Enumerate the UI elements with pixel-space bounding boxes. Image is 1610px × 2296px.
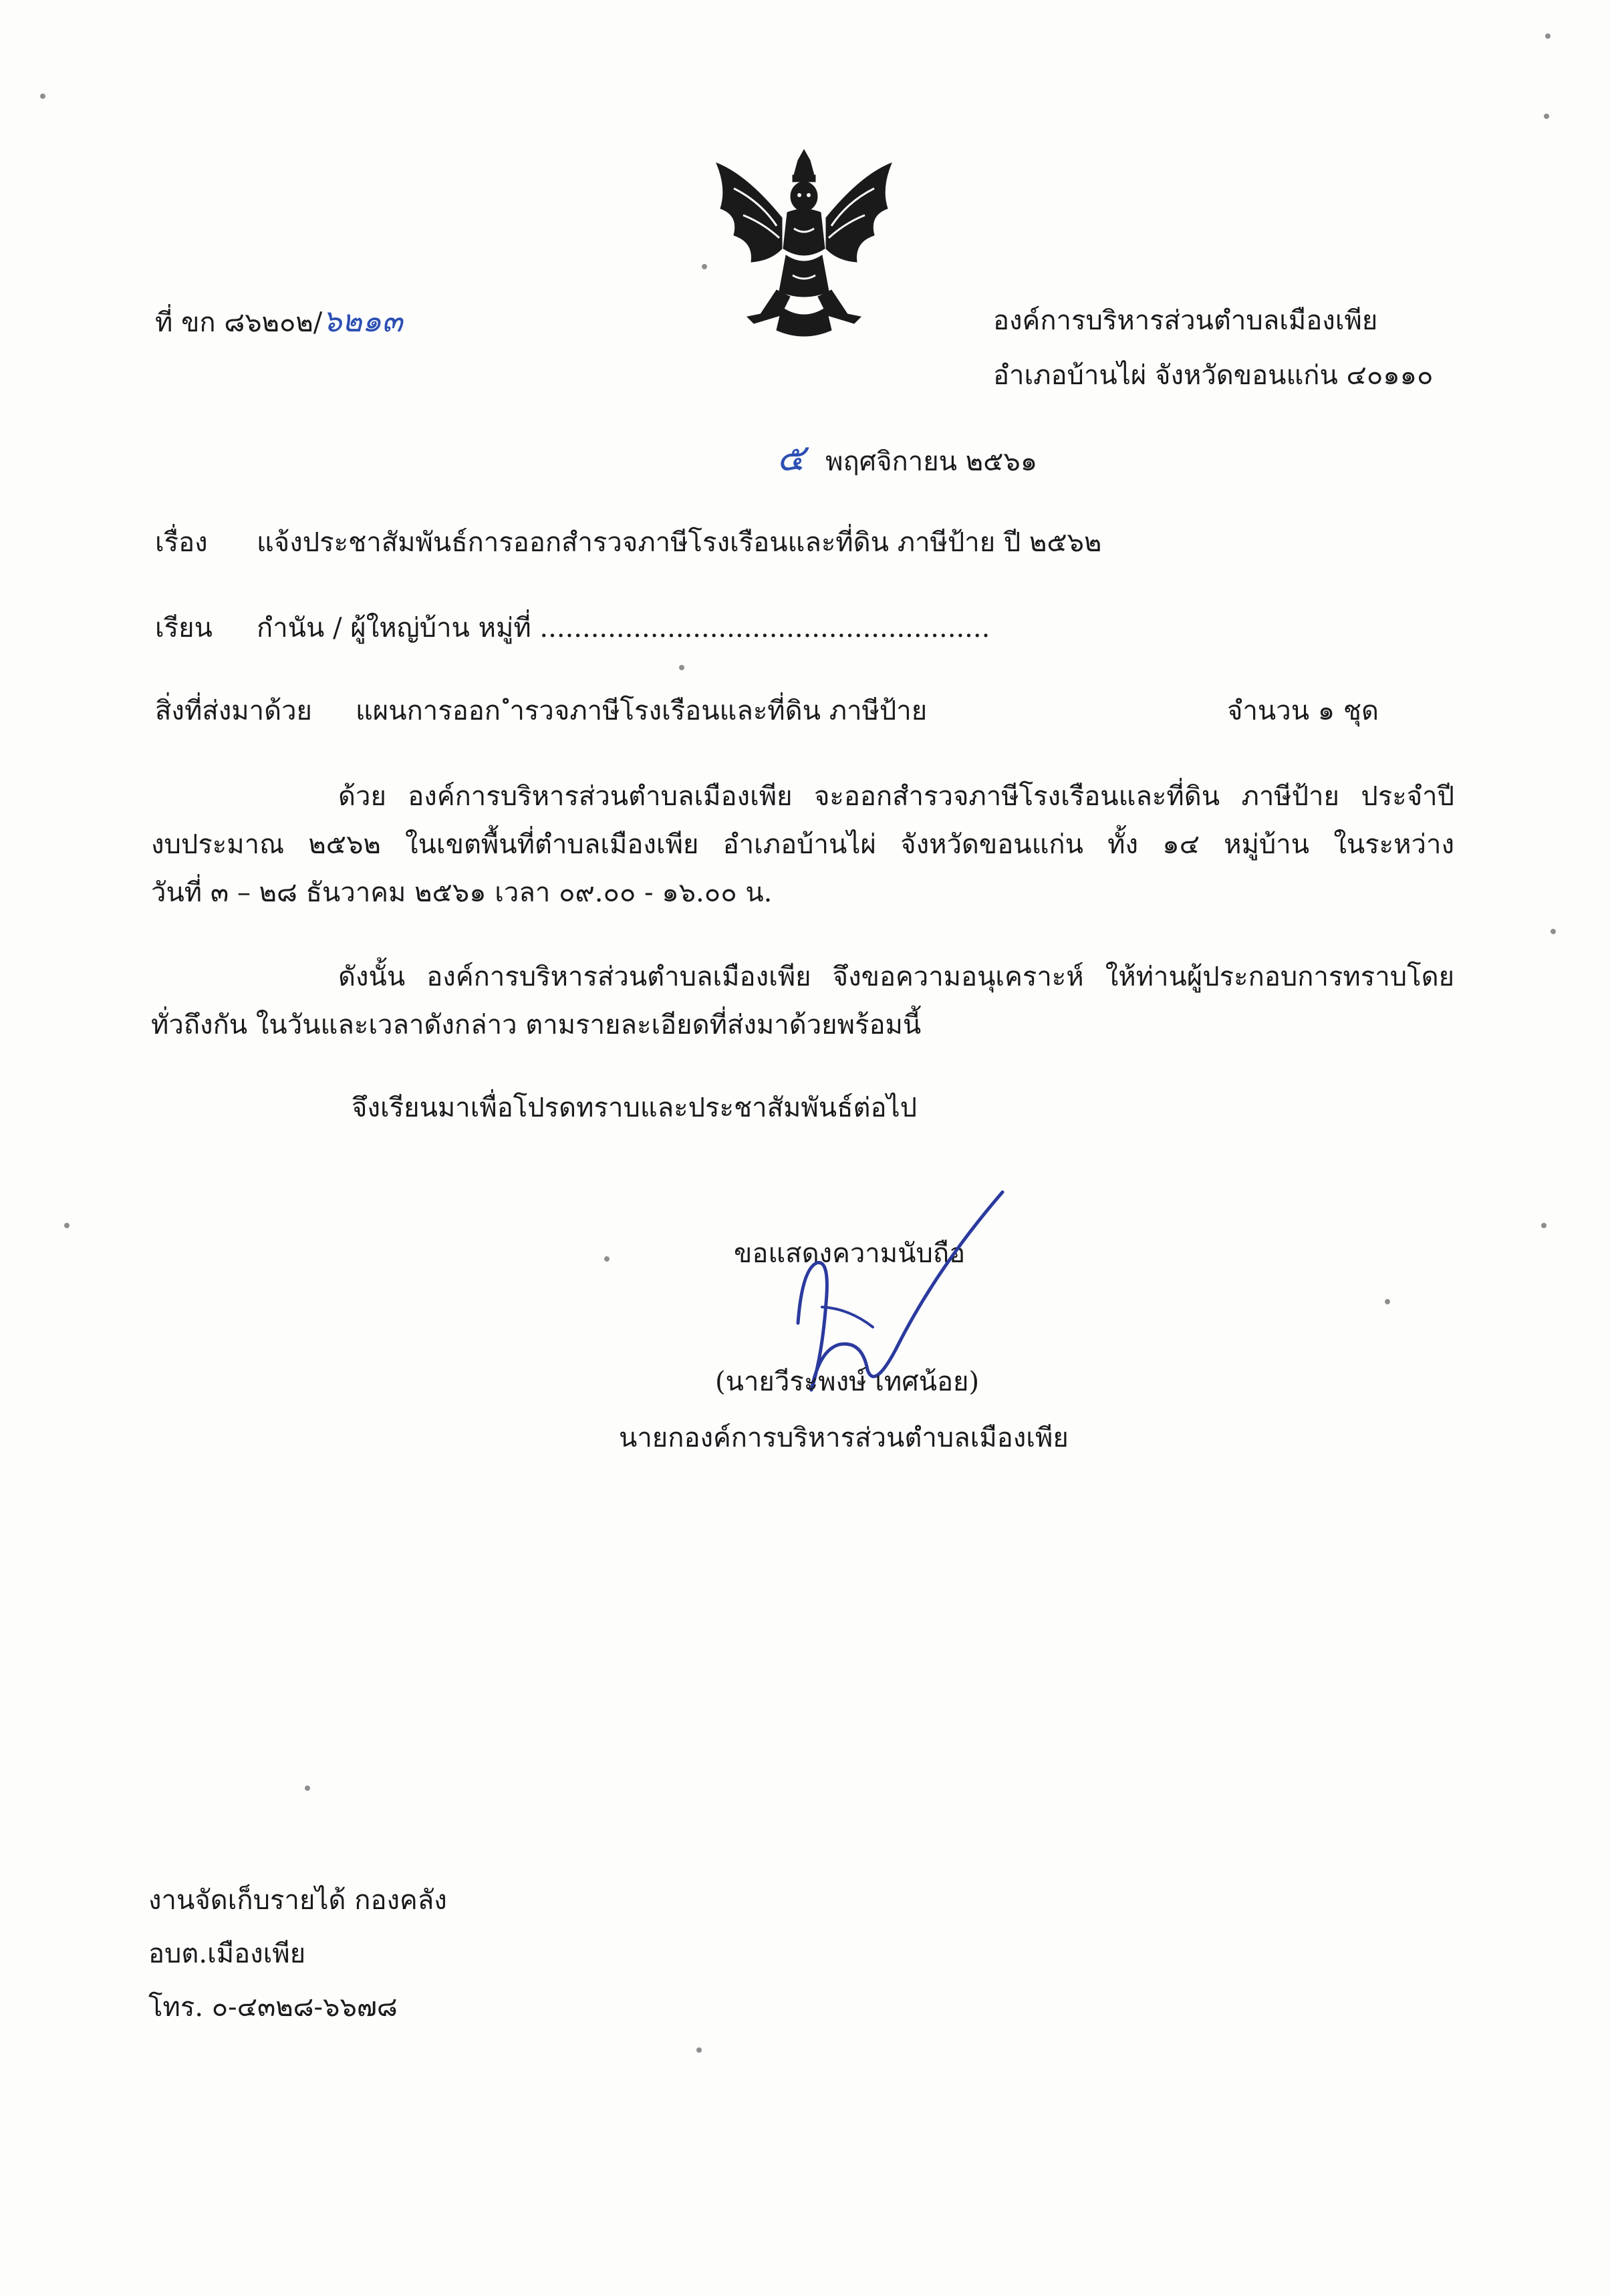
reference-handwritten: ๖๒๑๓	[322, 303, 403, 339]
body-paragraph-1-line-3: วันที่ ๓ – ๒๘ ธันวาคม ๒๕๖๑ เวลา ๐๙.๐๐ - ๑๖.๐๐ น.	[151, 877, 773, 908]
body-paragraph-2-line-1: ดังนั้น องค์การบริหารส่วนตำบลเมืองเพีย จึงขอความอนุเคราะห์ ให้ท่านผู้ประกอบการทราบโดย	[338, 962, 1454, 992]
recipient-text: กำนัน / ผู้ใหญ่บ้าน หมู่ที่ .....................................................	[257, 613, 990, 643]
footer-phone: โทร. ๐-๔๓๒๘-๖๖๗๘	[148, 1992, 398, 2023]
body-paragraph-1-line-2: งบประมาณ ๒๕๖๒ ในเขตพื้นที่ตำบลเมืองเพีย อำเภอบ้านไผ่ จังหวัดขอนแก่น ทั้ง ๑๔ หมู่บ้าน ในระหว่าง	[151, 829, 1454, 860]
org-address: อำเภอบ้านไผ่ จังหวัดขอนแก่น ๔๐๑๑๐	[993, 360, 1434, 391]
subject-label: เรื่อง	[155, 527, 208, 558]
signatory-name: (นายวีระพงษ์ เทศน้อย)	[715, 1367, 980, 1397]
enclosure-text: แผนการออก ำรวจภาษีโรงเรือนและที่ดิน ภาษีป้าย	[356, 696, 928, 726]
signatory-position: นายกองค์การบริหารส่วนตำบลเมืองเพีย	[619, 1423, 1069, 1453]
reference-number: ที่ ขก ๘๖๒๐๒/	[155, 307, 323, 338]
scan-speck	[1544, 114, 1549, 119]
date-month-year: พฤศจิกายน ๒๕๖๑	[825, 446, 1038, 477]
enclosure-quantity: จำนวน ๑ ชุด	[1227, 696, 1379, 726]
scan-speck	[1541, 1223, 1547, 1228]
scan-speck	[305, 1785, 310, 1791]
body-paragraph-2-line-2: ทั่วถึงกัน ในวันและเวลาดังกล่าว ตามรายละเอียดที่ส่งมาด้วยพร้อมนี้	[151, 1010, 922, 1040]
enclosure-label: สิ่งที่ส่งมาด้วย	[155, 696, 312, 726]
date-day-handwritten: ๕	[777, 436, 805, 480]
scan-speck	[679, 665, 684, 670]
scan-speck	[1551, 929, 1556, 934]
body-paragraph-1-line-1: ด้วย องค์การบริหารส่วนตำบลเมืองเพีย จะออกสำรวจภาษีโรงเรือนและที่ดิน ภาษีป้าย ประจำปี	[338, 781, 1454, 812]
subject-text: แจ้งประชาสัมพันธ์การออกสำรวจภาษีโรงเรือนและที่ดิน ภาษีป้าย ปี ๒๕๖๒	[257, 527, 1102, 558]
footer-department: งานจัดเก็บรายได้ กองคลัง	[148, 1885, 447, 1916]
org-name: องค์การบริหารส่วนตำบลเมืองเพีย	[993, 305, 1378, 336]
recipient-label: เรียน	[155, 613, 213, 643]
scan-speck	[1385, 1299, 1390, 1304]
scan-speck	[702, 264, 707, 269]
scan-speck	[1545, 33, 1551, 39]
scan-speck	[40, 94, 45, 99]
date-line	[777, 436, 1038, 480]
garuda-emblem-icon	[707, 148, 901, 341]
footer-office: อบต.เมืองเพีย	[148, 1939, 306, 1969]
scan-speck	[64, 1223, 70, 1228]
body-paragraph-3: จึงเรียนมาเพื่อโปรดทราบและประชาสัมพันธ์ต่อไป	[352, 1093, 917, 1123]
reference-number-line	[155, 302, 402, 341]
closing-text: ขอแสดงความนับถือ	[734, 1238, 966, 1269]
scan-speck	[696, 2047, 702, 2053]
scan-speck	[604, 1256, 610, 1262]
